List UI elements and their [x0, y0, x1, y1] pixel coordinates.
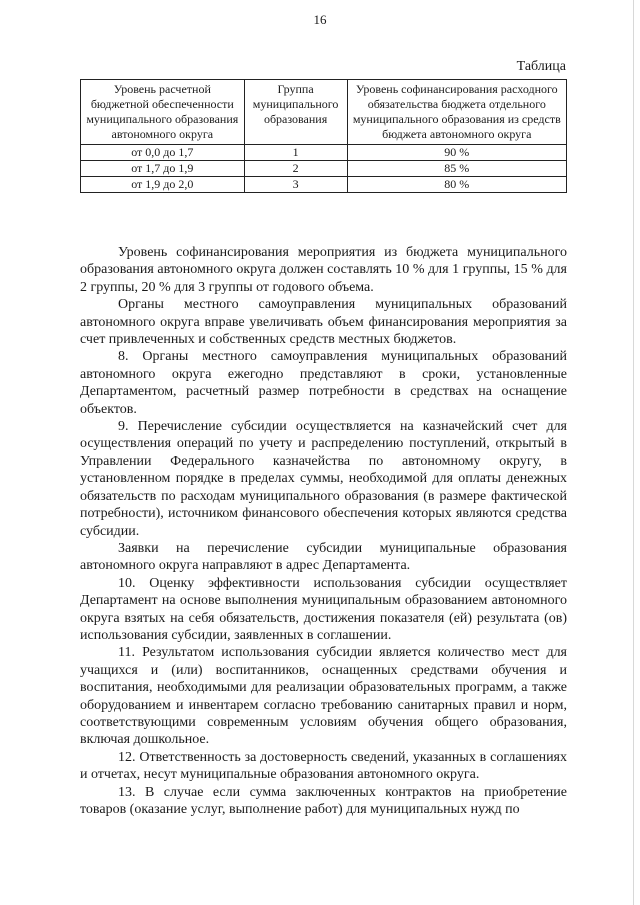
cell-budget-level: от 1,9 до 2,0: [81, 177, 245, 193]
paragraph-local-authorities-increase: Органы местного самоуправления муниципальных образований автономного округа вправе увеличивать объем финансирования мероприятия за счет привлеченных и собственных средств местных бюджетов.: [80, 297, 567, 348]
cell-budget-level: от 0,0 до 1,7: [81, 145, 245, 161]
header-budget-level: Уровень расчетной бюджетной обеспеченности муниципального образования автономного округа: [81, 80, 245, 145]
cell-cofinancing: 85 %: [347, 161, 566, 177]
page-number: 16: [313, 12, 327, 27]
table-caption: Таблица: [516, 59, 566, 74]
paragraph-item-12: 12. Ответственность за достоверность сведений, указанных в соглашениях и отчетах, несут муниципальные образования автономного округа.: [80, 749, 567, 783]
document-body: [80, 244, 567, 818]
paragraph-item-11: 11. Результатом использования субсидии является количество мест для учащихся и (или) воспитанников, оснащенных средствами обучения и воспитания, необходимыми для реализации образовательных программ, а также оборудованием и инвентарем согласно требованию санитарных правил и норм, соответствующими современным условиям обучения общего образования, включая дошкольное.: [80, 645, 567, 748]
cell-group: 2: [244, 161, 347, 177]
paragraph-item-13: 13. В случае если сумма заключенных контрактов на приобретение товаров (оказание услуг, выполнение работ) для муниципальных нужд по: [80, 784, 567, 817]
cell-group: 3: [244, 177, 347, 193]
cell-cofinancing: 80 %: [347, 177, 566, 193]
header-cofinancing-level: Уровень софинансирования расходного обязательства бюджета отдельного муниципального образования из средств бюджета автономного округа: [347, 80, 566, 145]
cofinancing-table: [80, 79, 567, 193]
cell-group: 1: [244, 145, 347, 161]
paragraph-item-8: 8. Органы местного самоуправления муниципальных образований автономного округа ежегодно представляют в сроки, установленные Департаментом, расчетный размер потребности в средствах на оснащение объектов.: [80, 349, 567, 417]
paragraph-requests: Заявки на перечисление субсидии муниципальные образования автономного округа направляют в адрес Департамента.: [80, 540, 567, 574]
page-edge-shadow: [633, 0, 634, 905]
paragraph-cofinancing-level: Уровень софинансирования мероприятия из бюджета муниципального образования автономного округа должен составлять 10 % для 1 группы, 15 % для 2 группы, 20 % для 3 группы от годового объема.: [80, 245, 567, 295]
table-header-row: [81, 80, 567, 145]
table-row: [81, 161, 567, 177]
cell-budget-level: от 1,7 до 1,9: [81, 161, 245, 177]
table-row: [81, 145, 567, 161]
paragraph-item-10: 10. Оценку эффективности использования субсидии осуществляет Департамент на основе выполнения муниципальным образованием автономного округа взятых на себя обязательств, достижения показателя (ей) результата (ов) использования субсидии, заявленных в соглашении.: [80, 575, 567, 643]
cell-cofinancing: 90 %: [347, 145, 566, 161]
table-row: [81, 177, 567, 193]
paragraph-item-9: 9. Перечисление субсидии осуществляется на казначейский счет для осуществления операций по учету и распределению поступлений, открытый в Управлении Федерального казначейства по автономному округу, в установленном порядке в пределах суммы, необходимой для оплаты денежных обязательств по расходам муниципального образования (в размере фактической потребности), источником финансового обеспечения которых являются средства субсидии.: [80, 419, 567, 539]
header-municipal-group: Группа муниципального образования: [244, 80, 347, 145]
